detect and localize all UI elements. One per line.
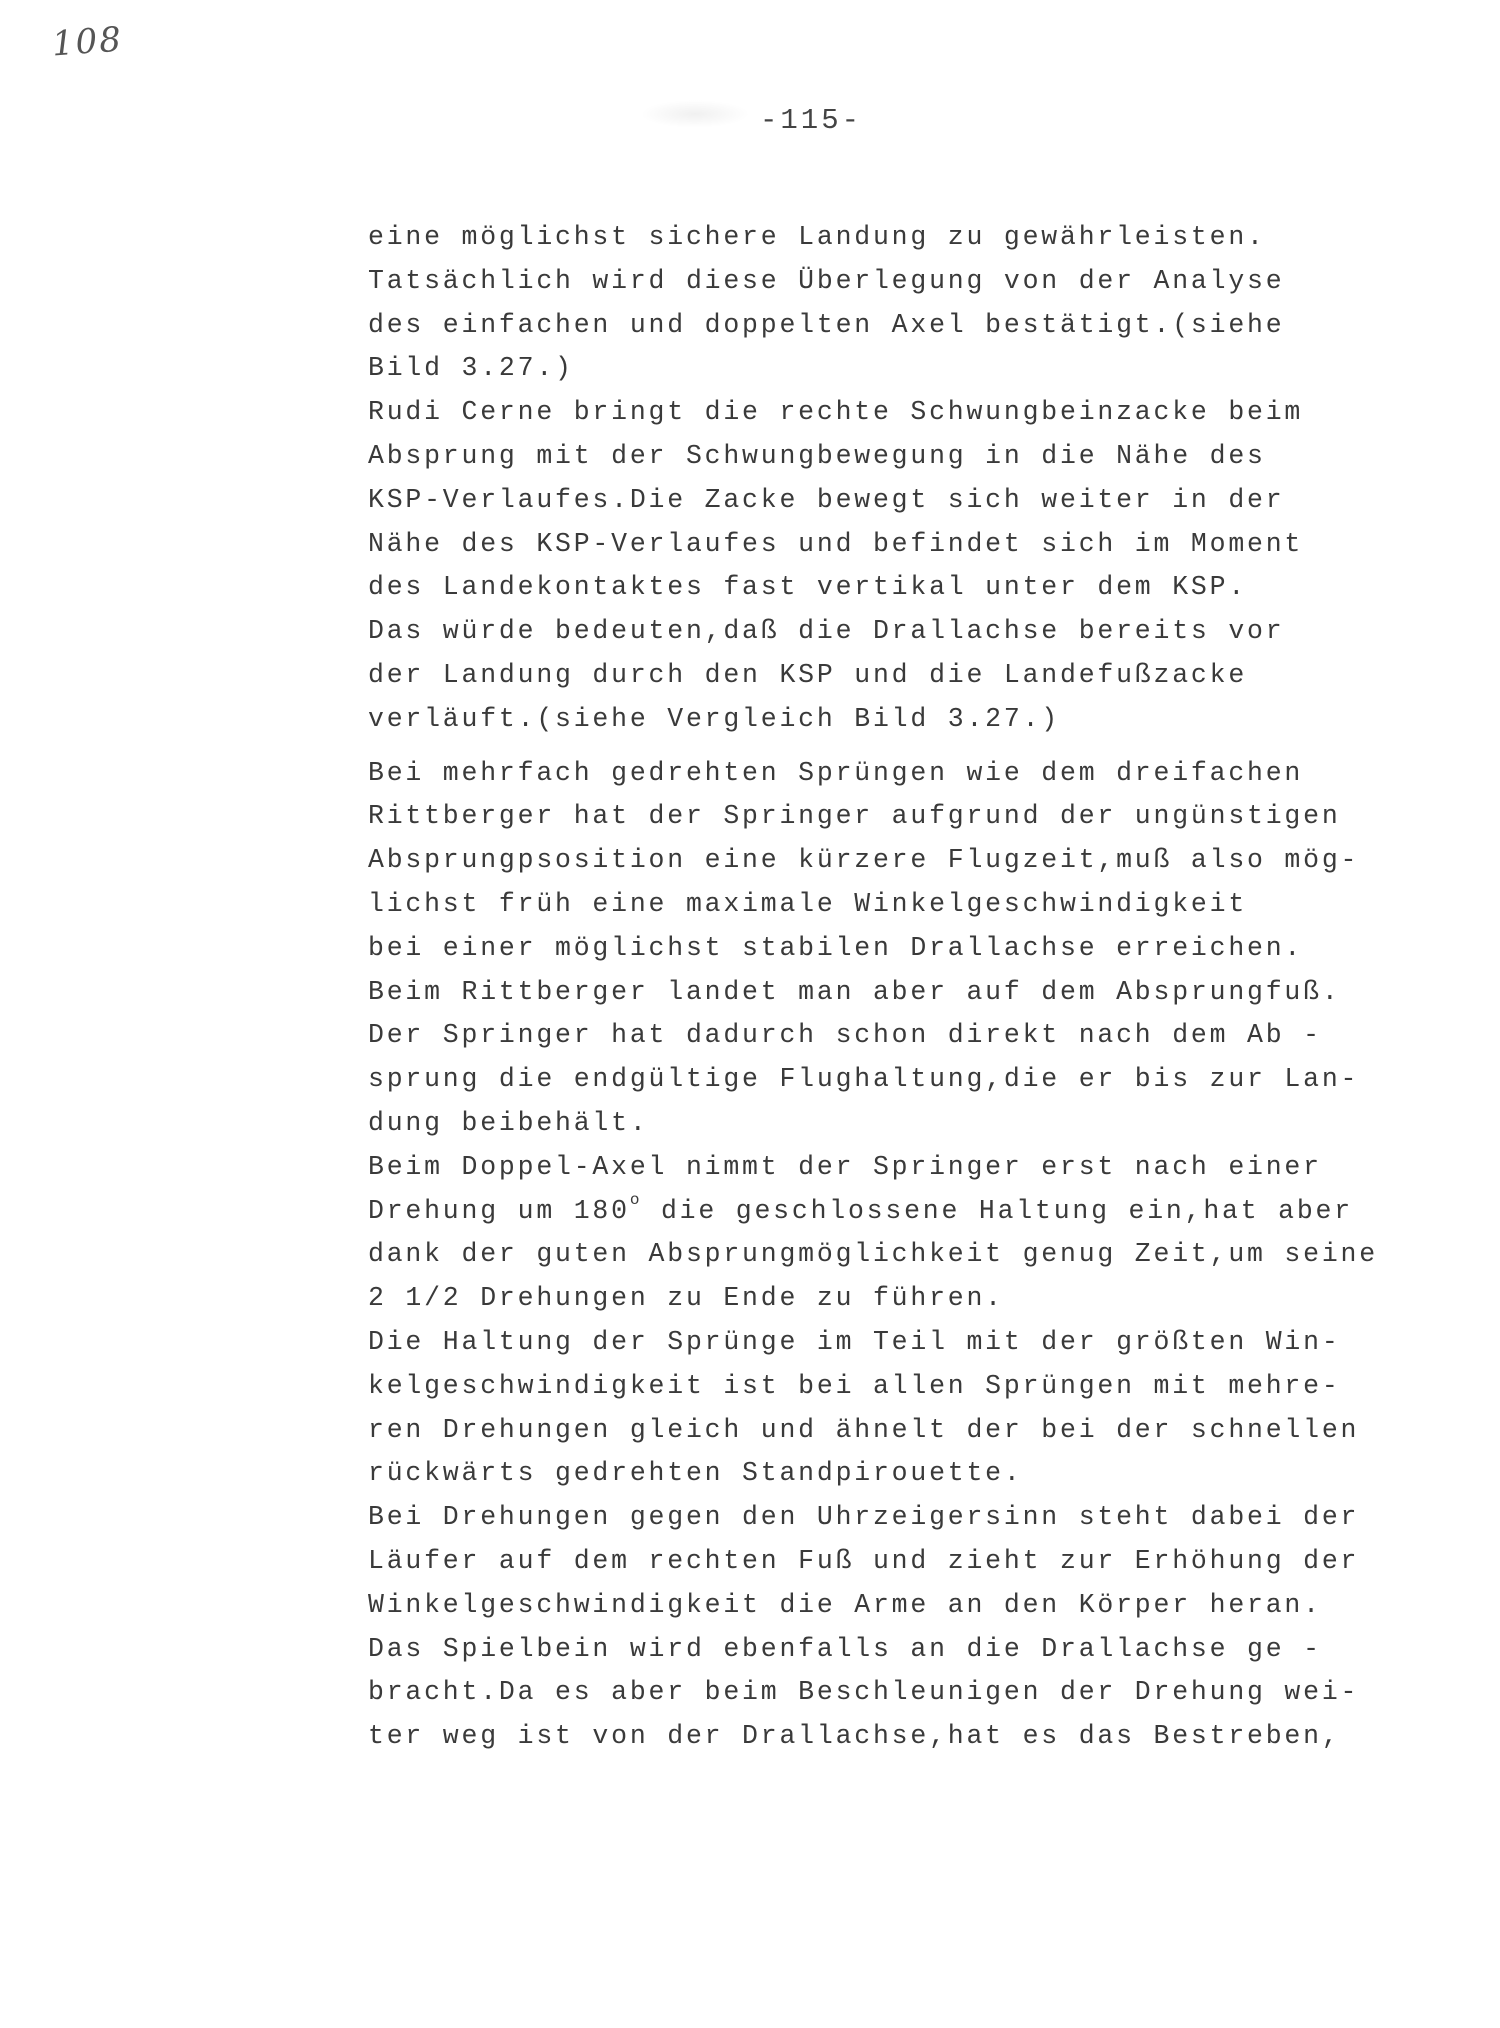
text-line: des Landekontaktes fast vertikal unter dem KSP. — [368, 572, 1248, 603]
text-line: Die Haltung der Sprünge im Teil mit der größten Win- — [368, 1326, 1341, 1357]
text-line: Der Springer hat dadurch schon direkt nach dem Ab - — [368, 1020, 1322, 1051]
text-line-degree — [368, 1190, 1368, 1234]
text-line: Beim Rittberger landet man aber auf dem Absprungfuß. — [368, 976, 1341, 1007]
text-line: Absprung mit der Schwungbewegung in die Nähe des — [368, 440, 1266, 471]
text-line: dank der guten Absprungmöglichkeit genug Zeit,um seine — [368, 1239, 1378, 1270]
handwritten-folio-number: 108 — [50, 19, 125, 65]
text-line: Nähe des KSP-Verlaufes und befindet sich im Moment — [368, 528, 1304, 559]
text-line: lichst früh eine maximale Winkelgeschwindigkeit — [368, 888, 1248, 919]
degree-superscript: o — [629, 1190, 643, 1209]
text-line: rückwärts gedrehten Standpirouette. — [368, 1458, 1023, 1489]
text-line: kelgeschwindigkeit ist bei allen Sprüngen mit mehre- — [368, 1370, 1341, 1401]
degree-text-after: die geschlossene Haltung ein,hat aber — [642, 1195, 1353, 1226]
text-line: verläuft.(siehe Vergleich Bild 3.27.) — [368, 703, 1060, 734]
text-line: bei einer möglichst stabilen Drallachse erreichen. — [368, 932, 1304, 963]
text-line: dung beibehält. — [368, 1107, 649, 1138]
degree-text-before: Drehung um 180 — [368, 1195, 630, 1226]
text-line: KSP-Verlaufes.Die Zacke bewegt sich weiter in der — [368, 484, 1285, 515]
text-line: des einfachen und doppelten Axel bestätigt.(siehe — [368, 309, 1285, 340]
text-line: Rittberger hat der Springer aufgrund der ungünstigen — [368, 801, 1341, 832]
text-line: Beim Doppel-Axel nimmt der Springer erst nach einer — [368, 1151, 1322, 1182]
text-line: der Landung durch den KSP und die Landefußzacke — [368, 659, 1248, 690]
text-line: Bei mehrfach gedrehten Sprüngen wie dem dreifachen — [368, 757, 1304, 788]
text-line: Absprungpsosition eine kürzere Flugzeit,muß also mög- — [368, 845, 1360, 876]
text-line: sprung die endgültige Flughaltung,die er bis zur Lan- — [368, 1064, 1360, 1095]
body-text — [368, 216, 1378, 1759]
text-line: eine möglichst sichere Landung zu gewährleisten. — [368, 222, 1266, 252]
text-line: Tatsächlich wird diese Überlegung von der Analyse — [368, 265, 1285, 296]
text-line: Läufer auf dem rechten Fuß und zieht zur Erhöhung der — [368, 1545, 1360, 1576]
text-line: Das würde bedeuten,daß die Drallachse bereits vor — [368, 616, 1285, 647]
text-line: 2 1/2 Drehungen zu Ende zu führen. — [368, 1283, 1004, 1314]
text-line: Das Spielbein wird ebenfalls an die Drallachse ge - — [368, 1633, 1322, 1664]
text-line: Rudi Cerne bringt die rechte Schwungbeinzacke beim — [368, 397, 1304, 428]
ink-smudge — [640, 100, 750, 128]
text-line: bracht.Da es aber beim Beschleunigen der Drehung wei- — [368, 1677, 1360, 1708]
text-line: Bei Drehungen gegen den Uhrzeigersinn steht dabei der — [368, 1502, 1360, 1533]
text-line: ren Drehungen gleich und ähnelt der bei der schnellen — [368, 1414, 1360, 1445]
text-line: Bild 3.27.) — [368, 353, 574, 384]
text-line: ter weg ist von der Drallachse,hat es das Bestreben, — [368, 1721, 1341, 1752]
page-number: -115- — [760, 104, 863, 137]
text-line: Winkelgeschwindigkeit die Arme an den Körper heran. — [368, 1589, 1322, 1620]
